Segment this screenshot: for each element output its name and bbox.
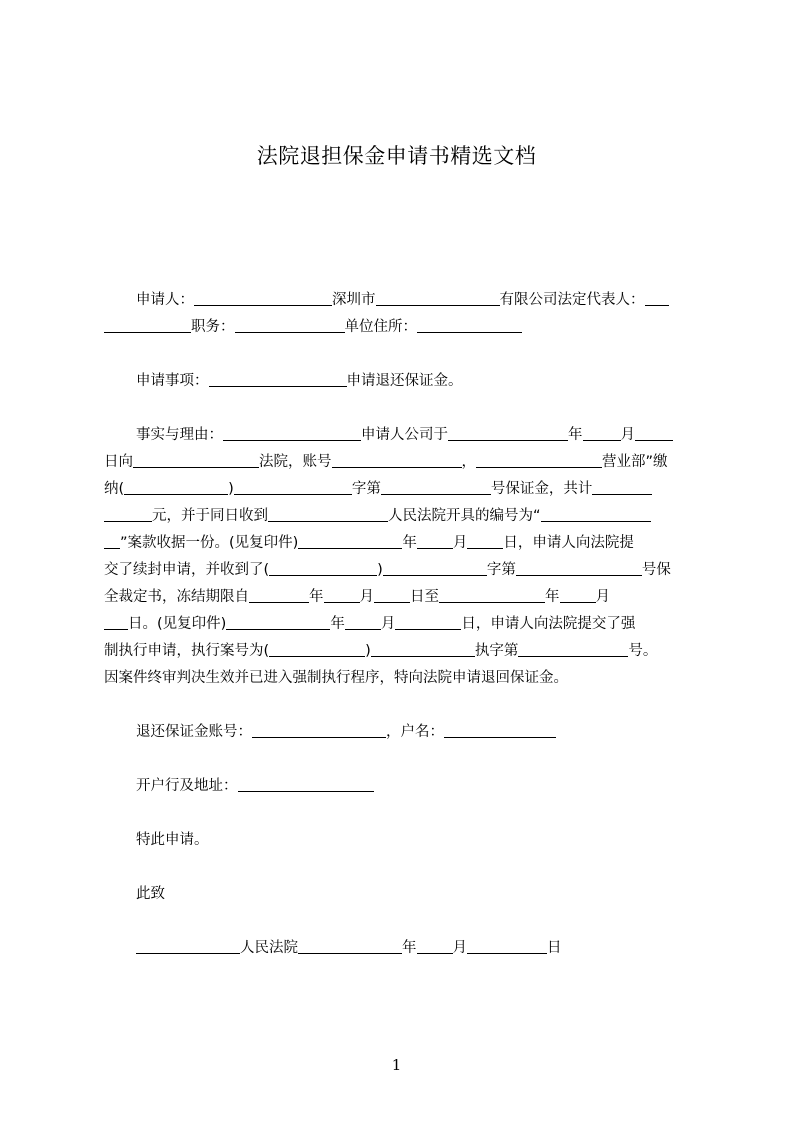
facts-text-company: 申请人公司于 bbox=[361, 427, 448, 443]
blank-closing-year[interactable] bbox=[298, 937, 402, 954]
blank-renew-year[interactable] bbox=[298, 532, 402, 549]
applicant-label: 申请人： bbox=[136, 292, 194, 308]
facts-close-paren-3: ) bbox=[365, 643, 371, 659]
blank-exec-month[interactable] bbox=[345, 613, 381, 630]
facts-month-2: 月 bbox=[452, 535, 468, 551]
blank-renew-case-year[interactable] bbox=[269, 559, 377, 576]
facts-month-4: 月 bbox=[595, 589, 610, 605]
closing-request-text: 特此申请。 bbox=[136, 832, 209, 848]
blank-freeze-start-month[interactable] bbox=[324, 586, 360, 603]
closing-to bbox=[136, 883, 732, 905]
facts-year-2: 年 bbox=[402, 535, 417, 551]
facts-line-10 bbox=[104, 667, 700, 689]
facts-yuan-received: 元，并于同日收到 bbox=[152, 508, 268, 524]
facts-close-paren: ) bbox=[228, 481, 234, 497]
blank-closing-month[interactable] bbox=[417, 937, 453, 954]
facts-comma: ， bbox=[461, 454, 476, 470]
closing-court-date bbox=[136, 937, 732, 959]
facts-close-paren-2: ) bbox=[377, 562, 383, 578]
refund-holder-label: ，户名： bbox=[386, 724, 444, 740]
blank-renew-day[interactable] bbox=[467, 532, 503, 549]
blank-closing-day[interactable] bbox=[467, 937, 547, 954]
facts-line-2 bbox=[104, 451, 700, 473]
closing-month: 月 bbox=[452, 940, 467, 956]
matter-label: 申请事项： bbox=[136, 373, 209, 389]
facts-line-7 bbox=[104, 586, 700, 608]
facts-month-3: 月 bbox=[359, 589, 374, 605]
facts-court-account: 法院，账号 bbox=[259, 454, 332, 470]
blank-freeze-end-year[interactable] bbox=[439, 586, 545, 603]
refund-bank-line bbox=[136, 775, 732, 797]
blank-freeze-end-day[interactable] bbox=[104, 613, 128, 630]
facts-label: 事实与理由： bbox=[136, 427, 223, 443]
blank-court[interactable] bbox=[133, 451, 259, 468]
blank-exec-prefix[interactable] bbox=[371, 640, 475, 657]
document-title: 法院退担保金申请书精选文档 bbox=[256, 144, 537, 168]
company-suffix: 有限公司法定代表人： bbox=[499, 292, 645, 308]
facts-receipt-no: 人民法院开具的编号为“ bbox=[388, 508, 541, 524]
blank-receipt-no[interactable] bbox=[541, 505, 651, 522]
facts-line-8 bbox=[104, 613, 700, 635]
blank-renew-prefix[interactable] bbox=[383, 559, 487, 576]
facts-line-4 bbox=[104, 505, 700, 527]
facts-hao-bao: 号保 bbox=[641, 562, 671, 578]
blank-bank[interactable] bbox=[476, 451, 602, 468]
facts-deposit-total: 号保证金，共计 bbox=[490, 481, 593, 497]
blank-month[interactable] bbox=[583, 424, 621, 441]
blank-freeze-start-year[interactable] bbox=[249, 586, 309, 603]
facts-conclusion: 因案件终审判决生效并已进入强制执行程序，特向法院申请退回保证金。 bbox=[104, 670, 568, 686]
facts-line-9 bbox=[104, 640, 700, 662]
matter-line bbox=[136, 370, 732, 392]
blank-exec-year[interactable] bbox=[226, 613, 330, 630]
facts-month-5: 月 bbox=[380, 616, 396, 632]
facts-line-6 bbox=[104, 559, 700, 581]
matter-text: 申请退还保证金。 bbox=[346, 373, 463, 389]
closing-year: 年 bbox=[402, 940, 417, 956]
blank-legal-rep[interactable] bbox=[645, 289, 669, 306]
blank-position[interactable] bbox=[235, 316, 345, 333]
facts-month: 月 bbox=[620, 427, 635, 443]
facts-year: 年 bbox=[568, 427, 583, 443]
blank-amount[interactable] bbox=[592, 478, 652, 495]
blank-day[interactable] bbox=[635, 424, 673, 441]
applicant-city: 深圳市 bbox=[332, 292, 376, 308]
blank-refund-account[interactable] bbox=[252, 721, 386, 738]
refund-account-label: 退还保证金账号： bbox=[136, 724, 252, 740]
blank-applicant-name[interactable] bbox=[194, 289, 332, 306]
blank-case-year[interactable] bbox=[124, 478, 228, 495]
facts-hao: 号。 bbox=[628, 643, 658, 659]
blank-exec-no[interactable] bbox=[518, 640, 628, 657]
blank-refund-bank[interactable] bbox=[238, 775, 374, 792]
blank-freeze-end-month[interactable] bbox=[560, 586, 596, 603]
facts-day-apply-renew: 日，申请人向法院提 bbox=[503, 535, 634, 551]
facts-day-copy: 日。(见复印件) bbox=[128, 616, 227, 632]
facts-year-4: 年 bbox=[545, 589, 560, 605]
refund-bank-label: 开户行及地址： bbox=[136, 778, 238, 794]
facts-day-to: 日向 bbox=[104, 454, 133, 470]
blank-legal-rep-cont[interactable] bbox=[104, 316, 191, 333]
facts-na: 纳( bbox=[104, 481, 125, 497]
closing-day: 日 bbox=[547, 940, 562, 956]
page-number: 1 bbox=[391, 1056, 402, 1074]
facts-zi-2: 字第 bbox=[486, 562, 516, 578]
blank-receipt-court[interactable] bbox=[268, 505, 388, 522]
blank-freeze-start-day[interactable] bbox=[374, 586, 410, 603]
facts-exec: 制执行申请，执行案号为( bbox=[104, 643, 270, 659]
facts-line-1 bbox=[136, 424, 732, 446]
facts-dept: 营业部”缴 bbox=[602, 454, 668, 470]
blank-exec-case-year[interactable] bbox=[269, 640, 365, 657]
blank-matter[interactable] bbox=[209, 370, 347, 387]
blank-renew-month[interactable] bbox=[417, 532, 453, 549]
blank-case-no[interactable] bbox=[381, 478, 491, 495]
blank-exec-day[interactable] bbox=[395, 613, 461, 630]
blank-address[interactable] bbox=[417, 316, 522, 333]
applicant-line-2 bbox=[104, 316, 700, 338]
position-label: 职务： bbox=[191, 319, 235, 335]
blank-renew-no[interactable] bbox=[516, 559, 642, 576]
closing-request bbox=[136, 829, 732, 851]
facts-zi: 字第 bbox=[351, 481, 381, 497]
blank-case-prefix[interactable] bbox=[234, 478, 352, 495]
facts-line-5 bbox=[104, 532, 700, 554]
blank-receipt-no-cont[interactable] bbox=[104, 532, 120, 549]
blank-company-name[interactable] bbox=[376, 289, 500, 306]
blank-closing-court[interactable] bbox=[136, 937, 240, 954]
blank-account[interactable] bbox=[332, 451, 462, 468]
blank-amount-cont[interactable] bbox=[104, 505, 152, 522]
closing-court: 人民法院 bbox=[240, 940, 298, 956]
facts-renew: 交了续封申请，并收到了( bbox=[104, 562, 270, 578]
facts-exec-zi: 执字第 bbox=[474, 643, 519, 659]
facts-day-apply-exec: 日，申请人向法院提交了强 bbox=[461, 616, 636, 632]
facts-line-3 bbox=[104, 478, 700, 500]
blank-year[interactable] bbox=[448, 424, 568, 441]
facts-ruling: 全裁定书，冻结期限自 bbox=[104, 589, 249, 605]
closing-to-text: 此致 bbox=[136, 886, 165, 902]
facts-day-to2: 日至 bbox=[410, 589, 439, 605]
facts-year-5: 年 bbox=[330, 616, 345, 632]
facts-year-3: 年 bbox=[309, 589, 324, 605]
blank-refund-holder[interactable] bbox=[444, 721, 556, 738]
facts-receipt-close: ”案款收据一份。(见复印件) bbox=[120, 535, 299, 551]
blank-facts-applicant[interactable] bbox=[223, 424, 361, 441]
refund-account-line bbox=[136, 721, 732, 743]
address-label: 单位住所： bbox=[344, 319, 417, 335]
applicant-line-1 bbox=[136, 289, 732, 311]
